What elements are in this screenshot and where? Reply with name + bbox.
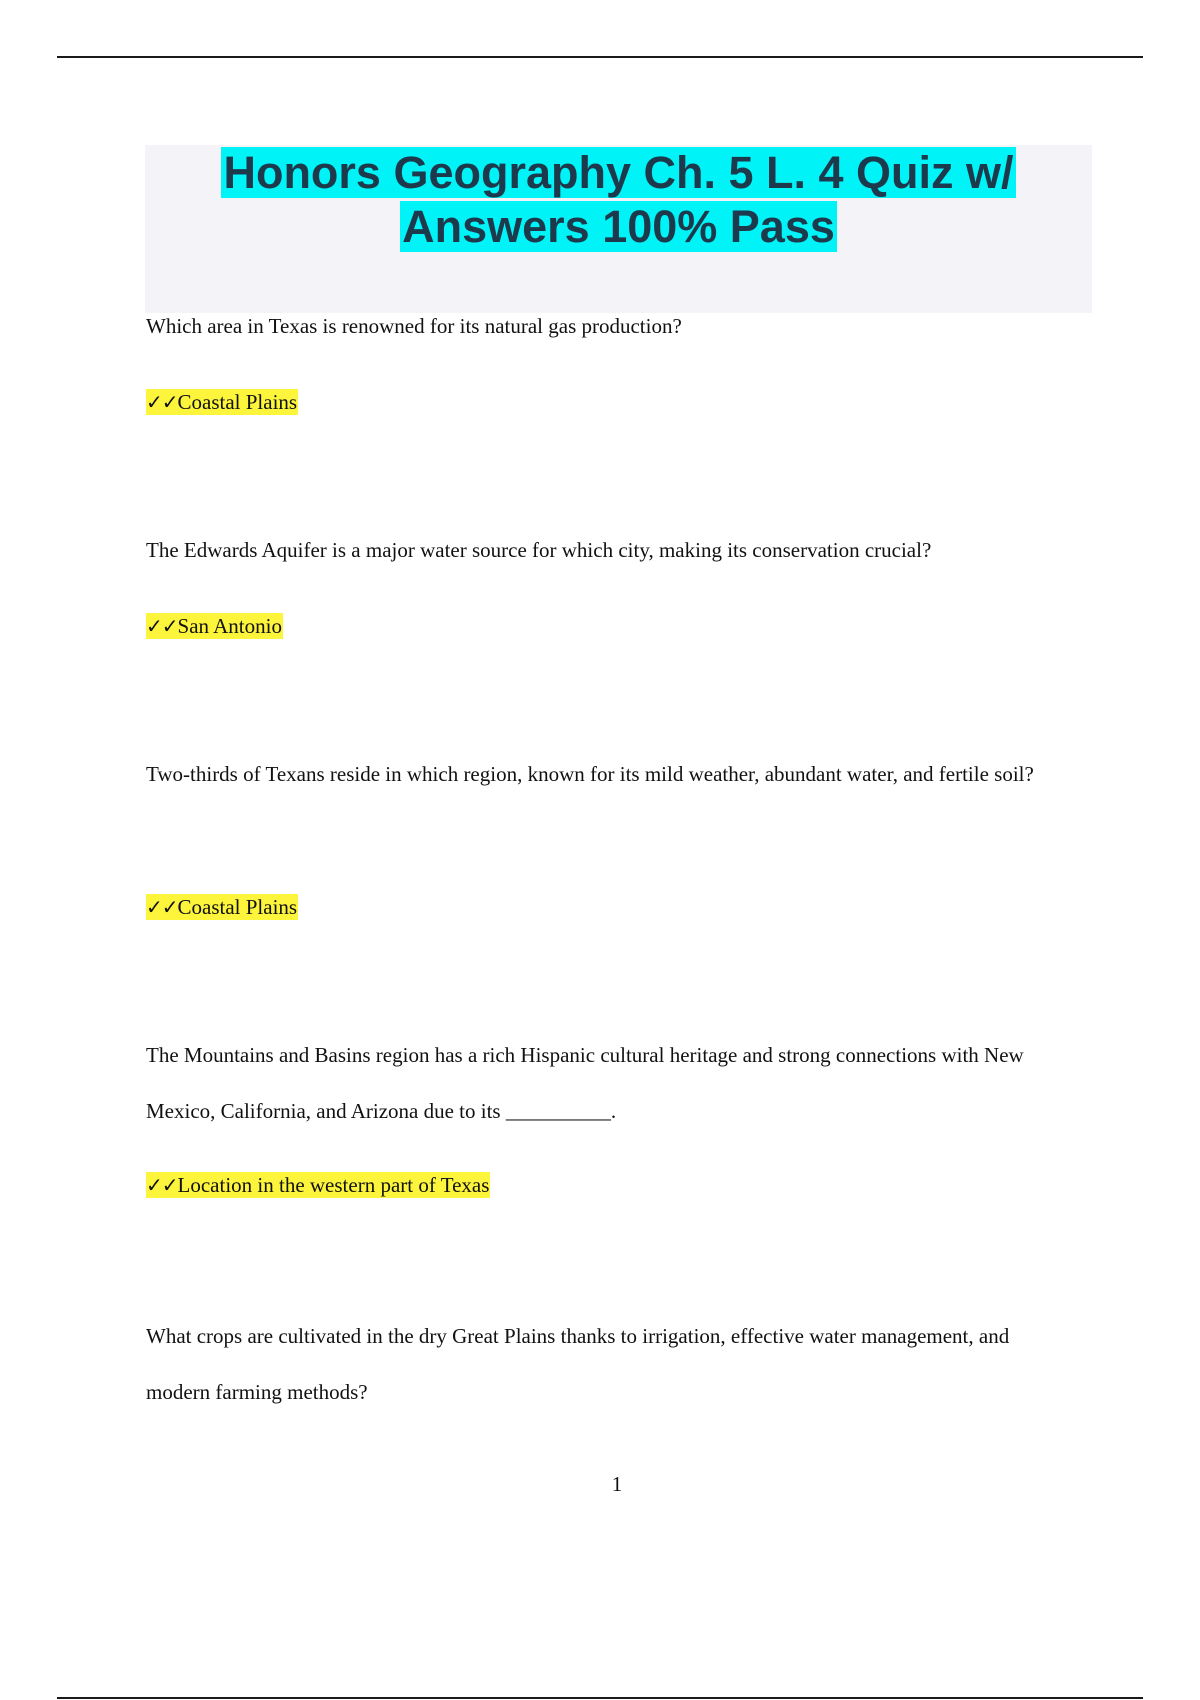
question-4: The Mountains and Basins region has a rich Hispanic cultural heritage and strong connections with New Mexico, California, and Arizona due to its __________. [146,1043,1024,1123]
answer-1 [146,388,298,416]
answer-3 [146,893,298,921]
double-check-icon: ✓✓ [146,614,178,638]
footer-rule [57,1697,1143,1699]
question-3: Two-thirds of Texans reside in which region, known for its mild weather, abundant water, and fertile soil? [146,762,1034,786]
answer-highlight [146,389,298,415]
answer-highlight [146,1172,490,1198]
double-check-icon: ✓✓ [146,895,178,919]
answer-highlight [146,613,283,639]
answer-4 [146,1171,490,1199]
document-title-line-2: Answers 100% Pass [402,201,835,252]
document-title-block [145,145,1092,313]
question-2: The Edwards Aquifer is a major water source for which city, making its conservation crucial? [146,538,932,562]
page-number: 1 [611,1472,623,1496]
answer-2-text: San Antonio [177,614,282,638]
double-check-icon: ✓✓ [146,1173,178,1197]
header-rule [57,56,1143,58]
question-1: Which area in Texas is renowned for its natural gas production? [146,314,682,338]
answer-4-text: Location in the western part of Texas [177,1173,490,1197]
answer-2 [146,612,283,640]
document-title-line-1: Honors Geography Ch. 5 L. 4 Quiz w/ [223,147,1014,198]
question-5: What crops are cultivated in the dry Great Plains thanks to irrigation, effective water management, and modern farming methods? [146,1324,1010,1404]
answer-highlight [146,894,298,920]
double-check-icon: ✓✓ [146,390,178,414]
answer-1-text: Coastal Plains [177,390,298,414]
answer-3-text: Coastal Plains [177,895,298,919]
